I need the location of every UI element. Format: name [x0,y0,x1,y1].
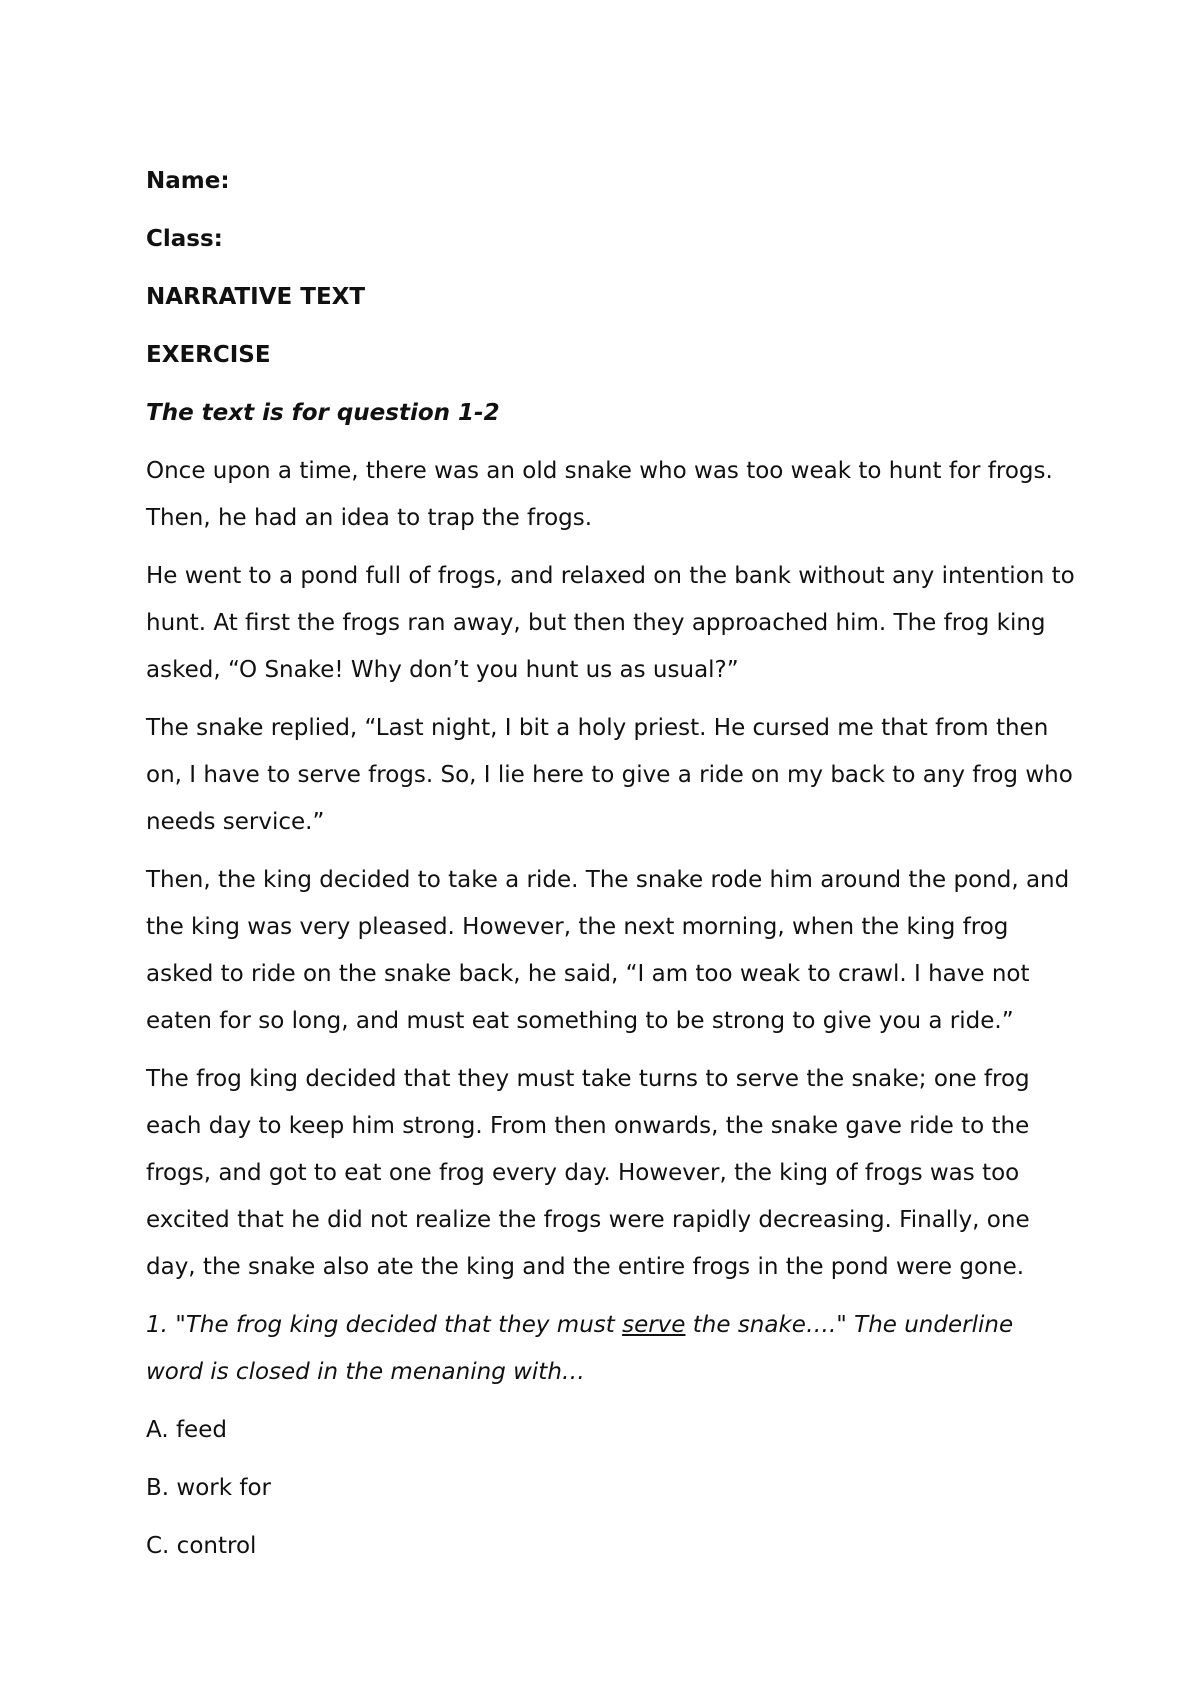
instruction-text: The text is for question 1-2 [146,400,500,426]
story-paragraph-2: He went to a pond full of frogs, and relaxed on the bank without any intention to hunt. At first the frogs ran away, but then they approached him. The frog king asked, “O Snake! Why don’t you hunt us as usual?” [146,563,1075,683]
story-paragraph-3: The snake replied, “Last night, I bit a holy priest. He cursed me that from then on, I have to serve frogs. So, I lie here to give a ride on my back to any frog who needs service.” [146,715,1073,835]
class-label: Class: [146,226,223,252]
name-label: Name: [146,168,230,194]
question-1-prefix: 1. "The frog king decided that they must [146,1312,623,1338]
document-subtitle: EXERCISE [146,342,271,368]
option-a: A. feed [146,1417,227,1443]
story-paragraph-5: The frog king decided that they must take turns to serve the snake; one frog each day to keep him strong. From then onwards, the snake gave ride to the frogs, and got to eat one frog every day. However, the king of frogs was too excited that he did not realize the frogs were rapidly decreasing. Finally, one day, the snake also ate the king and the entire frogs in the pond were gone. [146,1066,1030,1280]
story-paragraph-1: Once upon a time, there was an old snake who was too weak to hunt for frogs. Then, he had an idea to trap the frogs. [146,458,1053,531]
worksheet-page [146,158,1076,1581]
story-paragraph-4: Then, the king decided to take a ride. The snake rode him around the pond, and the king was very pleased. However, the next morning, when the king frog asked to ride on the snake back, he said, “I am too weak to crawl. I have not eaten for so long, and must eat something to be strong to give you a ride.” [146,867,1070,1034]
option-c: C. control [146,1533,257,1559]
option-b: B. work for [146,1475,271,1501]
question-1-suffix: the snake…." The underline word is closed in the menaning with… [146,1312,1014,1385]
question-1-underlined-word: serve [622,1312,686,1338]
document-title: NARRATIVE TEXT [146,284,366,310]
question-1 [146,1302,1076,1396]
